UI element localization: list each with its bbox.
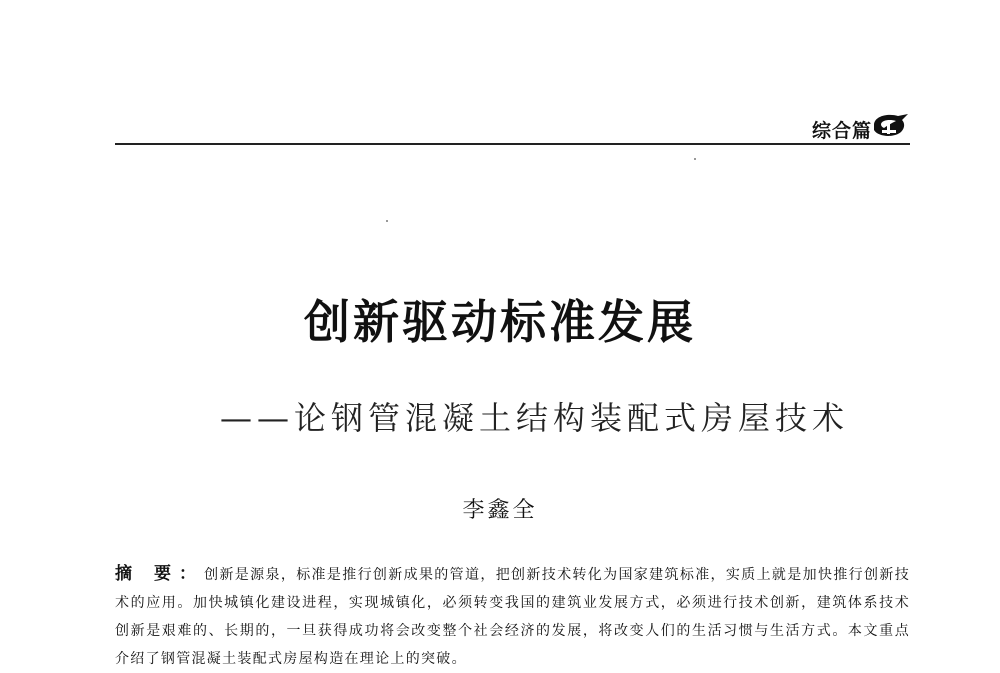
abstract	[115, 560, 910, 673]
article-title: 创新驱动标准发展	[304, 295, 696, 349]
section-label: 综合篇	[811, 120, 872, 142]
article-subtitle: ——论钢管混凝土结构装配式房屋技术	[220, 399, 850, 437]
scan-speck	[386, 220, 388, 222]
journal-logo-icon	[868, 110, 910, 140]
abstract-text: 创新是源泉，标准是推行创新成果的管道，把创新技术转化为国家建筑标准，实质上就是加快推行创新技术的应用。加快城镇化建设进程，实现城镇化，必须转变我国的建筑业发展方式，必须进行技术创新，建筑体系技术创新是艰难的、长期的，一旦获得成功将会改变整个社会经济的发展，将改变人们的生活习惯与生活方式。本文重点介绍了钢管混凝土装配式房屋构造在理论上的突破。	[115, 567, 911, 667]
abstract-label: 摘 要：	[115, 564, 205, 584]
header-rule	[115, 143, 910, 145]
scan-speck	[694, 158, 696, 160]
article-author: 李鑫全	[462, 498, 538, 523]
